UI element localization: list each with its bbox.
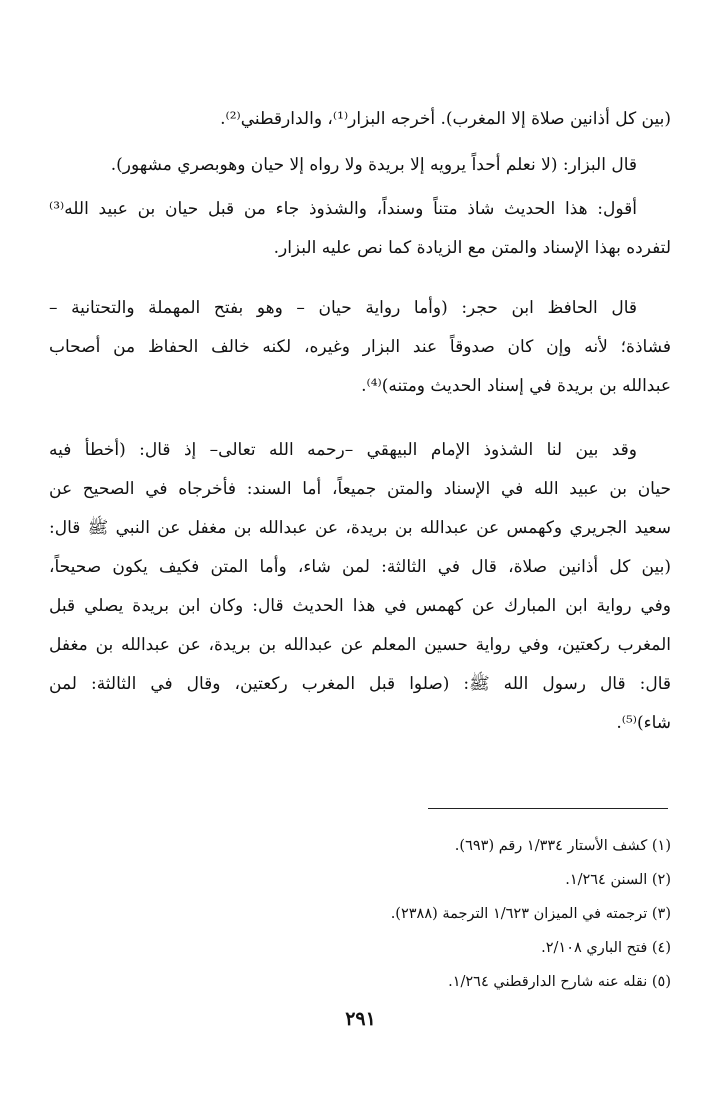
paragraph-5 xyxy=(49,431,671,743)
footnote: (٢) السنن ١/٢٦٤. xyxy=(565,872,671,888)
text-line: قال: قال رسول الله ﷺ: (صلوا قبل المغرب ركعتين، وقال في الثالثة: لمن xyxy=(49,674,671,694)
text-line: وقد بين لنا الشذوذ الإمام البيهقي –رحمه الله تعالى– إذ قال: (أخطأ فيه xyxy=(49,440,637,460)
footnote: (١) كشف الأستار ١/٣٣٤ رقم (٦٩٣). xyxy=(454,838,671,854)
text-line: أقول: هذا الحديث شاذ متناً وسنداً، والشذوذ جاء من قبل حيان بن عبيد الله⁽³⁾ xyxy=(49,199,637,219)
text-line: قال الحافظ ابن حجر: (وأما رواية حيان – وهو بفتح المهملة والتحتانية – xyxy=(49,298,637,318)
footnote: (٣) ترجمته في الميزان ١/٦٢٣ الترجمة (٢٣٨٨). xyxy=(390,906,671,922)
text-line: سعيد الجريري وكهمس عن عبدالله بن بريدة، عن عبدالله بن مغفل عن النبي ﷺ قال: xyxy=(49,518,671,538)
footnote: (٤) فتح الباري ٢/١٠٨. xyxy=(541,940,671,956)
footnotes xyxy=(49,829,671,999)
paragraph-4 xyxy=(49,289,671,406)
text-line: المغرب ركعتين، وفي رواية حسين المعلم عن عبدالله بن بريدة، عن عبدالله بن مغفل xyxy=(49,635,671,655)
text-line: (بين كل أذانين صلاة إلا المغرب). أخرجه البزار⁽¹⁾، والدارقطني⁽²⁾. xyxy=(220,109,671,129)
footnote-separator xyxy=(428,808,668,809)
text-line: عبدالله بن بريدة في إسناد الحديث ومتنه)⁽⁴⁾. xyxy=(361,376,671,396)
text-line: (بين كل أذانين صلاة، قال في الثالثة: لمن شاء، وأما المتن فكيف يكون صحيحاً، xyxy=(49,557,671,577)
text-line: حيان بن عبيد الله في الإسناد والمتن جميعاً، أما السند: فأخرجاه في الصحيح عن xyxy=(49,479,671,499)
paragraph-1 xyxy=(49,100,671,139)
text-line: فشاذة؛ لأنه وإن كان صدوقاً عند البزار وغيره، لكنه خالف الحفاظ من أصحاب xyxy=(49,337,671,357)
text-line: وفي رواية ابن المبارك عن كهمس في هذا الحديث قال: وكان ابن بريدة يصلي قبل xyxy=(49,596,671,616)
footnote: (٥) نقله عنه شارح الدارقطني ١/٢٦٤. xyxy=(448,974,671,990)
page-number: ٢٩١ xyxy=(345,1008,376,1030)
text-line: شاء)⁽⁵⁾. xyxy=(616,713,671,733)
paragraph-3 xyxy=(49,190,671,268)
paragraph-2 xyxy=(49,146,671,185)
text-line: قال البزار: (لا نعلم أحداً يرويه إلا بريدة ولا رواه إلا حيان وهوبصري مشهور). xyxy=(110,155,637,175)
text-line: لتفرده بهذا الإسناد والمتن مع الزيادة كما نص عليه البزار. xyxy=(273,238,671,258)
